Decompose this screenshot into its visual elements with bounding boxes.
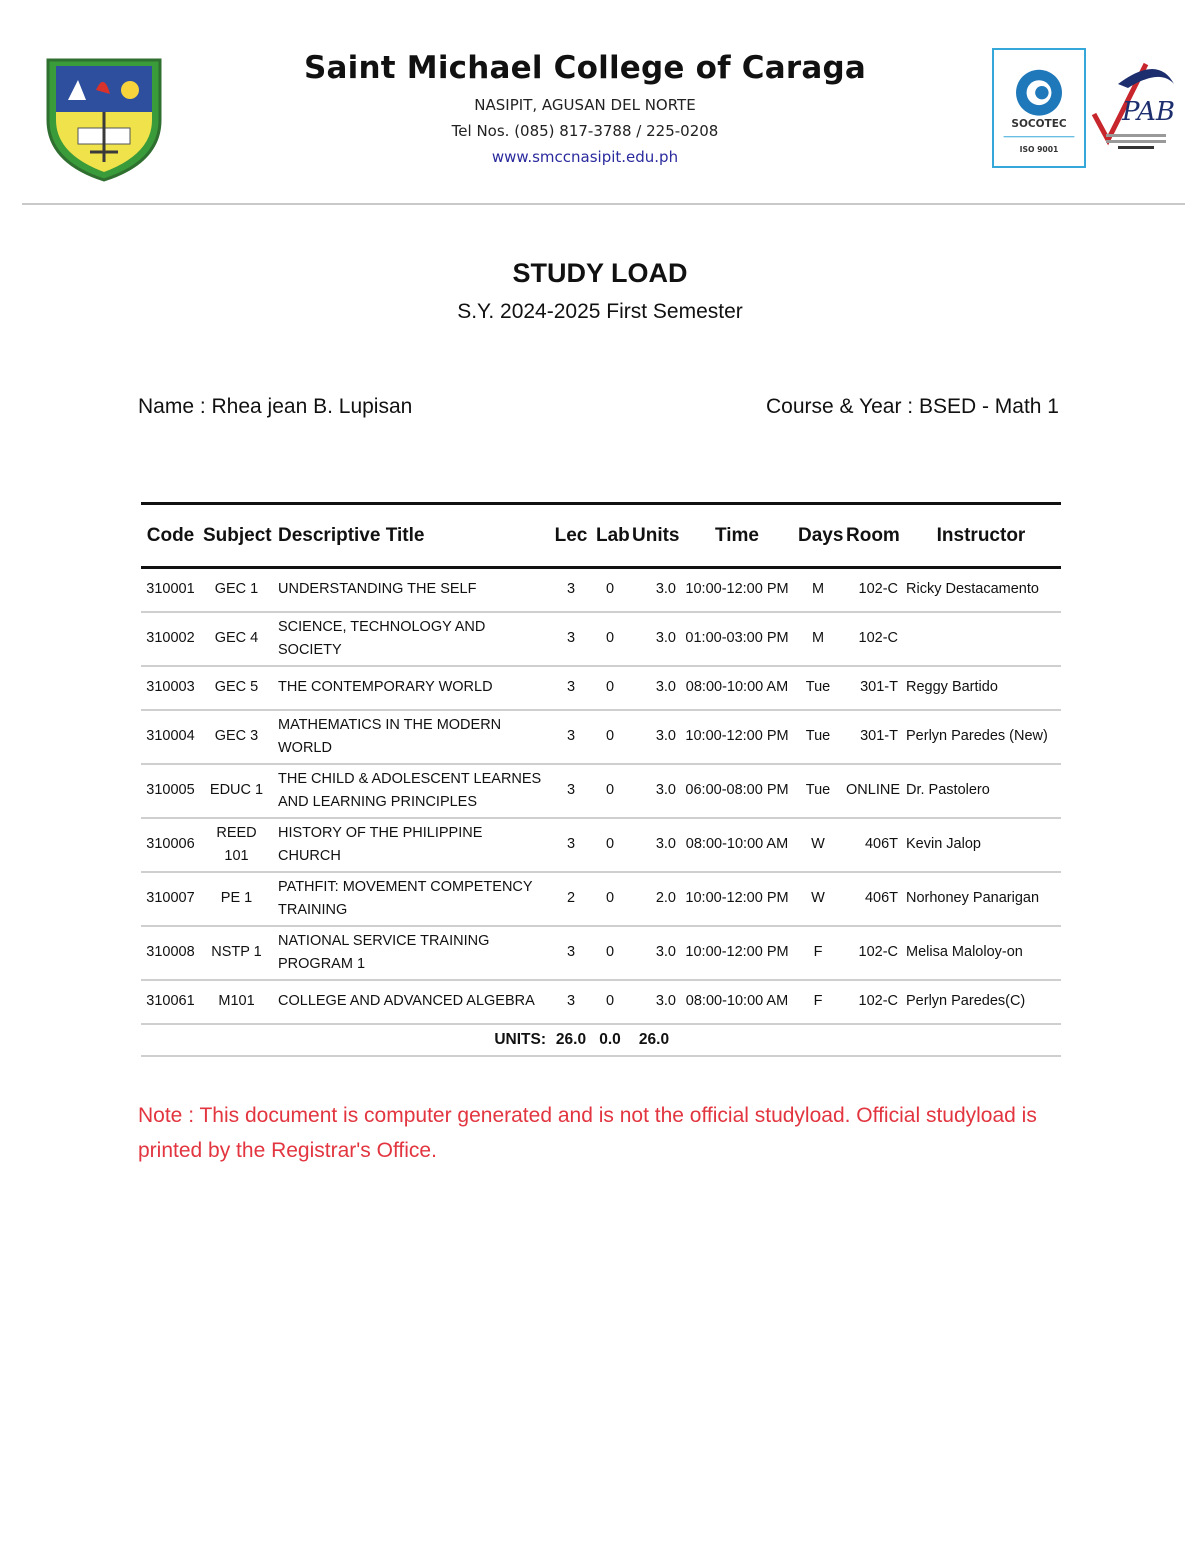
cell-lab: 0	[592, 872, 628, 926]
socotec-iso-logo	[992, 48, 1086, 168]
cell-instructor: Melisa Maloloy-on	[902, 926, 1060, 980]
cell-time: 10:00-12:00 PM	[680, 926, 794, 980]
letterhead	[0, 0, 1200, 206]
cell-lec: 3	[550, 980, 592, 1024]
college-telephone: Tel Nos. (085) 817-3788 / 225-0208	[451, 122, 719, 140]
col-subject: Subject	[199, 504, 274, 568]
cell-room: 301-T	[842, 710, 902, 764]
cell-lec: 3	[550, 568, 592, 612]
college-seal-logo	[38, 50, 170, 184]
cell-instructor: Kevin Jalop	[902, 818, 1060, 872]
cell-instructor: Dr. Pastolero	[902, 764, 1060, 818]
cell-lab: 0	[592, 926, 628, 980]
table-row	[142, 764, 1060, 818]
col-room: Room	[842, 504, 902, 568]
cell-room: 102-C	[842, 926, 902, 980]
cert-brand: SOCOTEC	[1011, 118, 1067, 131]
cell-days: F	[794, 980, 842, 1024]
cell-code: 310005	[142, 764, 199, 818]
cell-title: PATHFIT: MOVEMENT COMPETENCY TRAINING	[274, 872, 550, 926]
table-row	[142, 818, 1060, 872]
col-units: Units	[628, 504, 680, 568]
table-header-row	[142, 504, 1060, 568]
cell-subject: GEC 3	[199, 710, 274, 764]
cell-units: 2.0	[628, 872, 680, 926]
cell-lab: 0	[592, 568, 628, 612]
cell-days: M	[794, 568, 842, 612]
cell-days: W	[794, 818, 842, 872]
cell-units: 3.0	[628, 612, 680, 666]
cell-code: 310002	[142, 612, 199, 666]
cell-lec: 3	[550, 710, 592, 764]
cell-subject: GEC 1	[199, 568, 274, 612]
cell-lab: 0	[592, 666, 628, 710]
document-title: STUDY LOAD	[512, 258, 688, 288]
cell-instructor: Reggy Bartido	[902, 666, 1060, 710]
student-name: Name : Rhea jean B. Lupisan	[138, 395, 413, 418]
cell-room: 406T	[842, 872, 902, 926]
col-lec: Lec	[550, 504, 592, 568]
cell-instructor: Norhoney Panarigan	[902, 872, 1060, 926]
document-subtitle: S.Y. 2024-2025 First Semester	[457, 300, 743, 323]
cell-days: W	[794, 872, 842, 926]
cell-title: COLLEGE AND ADVANCED ALGEBRA	[274, 980, 550, 1024]
cell-units: 3.0	[628, 980, 680, 1024]
cell-room: 301-T	[842, 666, 902, 710]
cell-instructor	[902, 612, 1060, 666]
cell-title: UNDERSTANDING THE SELF	[274, 568, 550, 612]
header-divider	[22, 203, 1185, 205]
cell-room: 102-C	[842, 980, 902, 1024]
college-info	[300, 50, 870, 166]
cell-code: 310061	[142, 980, 199, 1024]
cell-title: NATIONAL SERVICE TRAINING PROGRAM 1	[274, 926, 550, 980]
cell-subject: M101	[199, 980, 274, 1024]
cell-time: 10:00-12:00 PM	[680, 872, 794, 926]
cert-standard: ISO 9001	[1019, 145, 1059, 155]
col-title: Descriptive Title	[274, 504, 550, 568]
accreditor-name: PAB	[1122, 97, 1175, 127]
cell-code: 310006	[142, 818, 199, 872]
pab-accreditation-logo	[1088, 54, 1178, 162]
cell-instructor: Perlyn Paredes(C)	[902, 980, 1060, 1024]
cell-room: 102-C	[842, 612, 902, 666]
total-units: 26.0	[628, 1024, 680, 1056]
cell-days: F	[794, 926, 842, 980]
cell-days: Tue	[794, 710, 842, 764]
cell-lec: 3	[550, 764, 592, 818]
cell-lab: 0	[592, 710, 628, 764]
cell-subject: PE 1	[199, 872, 274, 926]
cell-time: 06:00-08:00 PM	[680, 764, 794, 818]
cell-units: 3.0	[628, 926, 680, 980]
college-name: Saint Michael College of Caraga	[304, 50, 866, 86]
study-load-table	[141, 502, 1061, 1057]
table-row	[142, 612, 1060, 666]
cell-lab: 0	[592, 980, 628, 1024]
cell-units: 3.0	[628, 818, 680, 872]
cell-days: Tue	[794, 666, 842, 710]
cell-title: MATHEMATICS IN THE MODERN WORLD	[274, 710, 550, 764]
table-row	[142, 926, 1060, 980]
cell-room: ONLINE	[842, 764, 902, 818]
totals-label: UNITS:	[142, 1024, 550, 1056]
cell-title: SCIENCE, TECHNOLOGY AND SOCIETY	[274, 612, 550, 666]
cell-lec: 2	[550, 872, 592, 926]
cell-lab: 0	[592, 612, 628, 666]
cell-lec: 3	[550, 666, 592, 710]
cell-code: 310008	[142, 926, 199, 980]
college-website: www.smccnasipit.edu.ph	[491, 148, 679, 166]
cell-lec: 3	[550, 926, 592, 980]
table-row	[142, 980, 1060, 1024]
cell-lec: 3	[550, 612, 592, 666]
total-lec: 26.0	[550, 1024, 592, 1056]
cell-code: 310001	[142, 568, 199, 612]
col-days: Days	[794, 504, 842, 568]
cell-instructor: Ricky Destacamento	[902, 568, 1060, 612]
cell-time: 10:00-12:00 PM	[680, 568, 794, 612]
table-row	[142, 568, 1060, 612]
cell-time: 08:00-10:00 AM	[680, 980, 794, 1024]
cell-subject: GEC 4	[199, 612, 274, 666]
col-code: Code	[142, 504, 199, 568]
cell-time: 10:00-12:00 PM	[680, 710, 794, 764]
college-address: NASIPIT, AGUSAN DEL NORTE	[474, 96, 696, 114]
cell-time: 08:00-10:00 AM	[680, 666, 794, 710]
cell-days: Tue	[794, 764, 842, 818]
cell-room: 406T	[842, 818, 902, 872]
cell-code: 310003	[142, 666, 199, 710]
cell-room: 102-C	[842, 568, 902, 612]
cell-units: 3.0	[628, 568, 680, 612]
cell-title: THE CONTEMPORARY WORLD	[274, 666, 550, 710]
cell-code: 310007	[142, 872, 199, 926]
totals-row	[142, 1024, 1060, 1056]
cell-lab: 0	[592, 818, 628, 872]
table-row	[142, 710, 1060, 764]
cell-instructor: Perlyn Paredes (New)	[902, 710, 1060, 764]
cell-lab: 0	[592, 764, 628, 818]
col-instructor: Instructor	[902, 504, 1060, 568]
disclaimer-note: Note : This document is computer generated and is not the official studyload. Official studyload is printed by the Registrar's Office.	[138, 1104, 1037, 1162]
cell-subject: NSTP 1	[199, 926, 274, 980]
cell-subject: GEC 5	[199, 666, 274, 710]
col-lab: Lab	[592, 504, 628, 568]
cell-title: HISTORY OF THE PHILIPPINE CHURCH	[274, 818, 550, 872]
course-year: Course & Year : BSED - Math 1	[766, 395, 1059, 418]
cell-lec: 3	[550, 818, 592, 872]
cell-code: 310004	[142, 710, 199, 764]
table-row	[142, 872, 1060, 926]
total-lab: 0.0	[592, 1024, 628, 1056]
cell-time: 08:00-10:00 AM	[680, 818, 794, 872]
cell-units: 3.0	[628, 764, 680, 818]
cell-time: 01:00-03:00 PM	[680, 612, 794, 666]
table-row	[142, 666, 1060, 710]
cell-units: 3.0	[628, 710, 680, 764]
col-time: Time	[680, 504, 794, 568]
cell-title: THE CHILD & ADOLESCENT LEARNES AND LEARNING PRINCIPLES	[274, 764, 550, 818]
cell-units: 3.0	[628, 666, 680, 710]
cell-days: M	[794, 612, 842, 666]
cell-subject: EDUC 1	[199, 764, 274, 818]
cell-subject: REED 101	[199, 818, 274, 872]
